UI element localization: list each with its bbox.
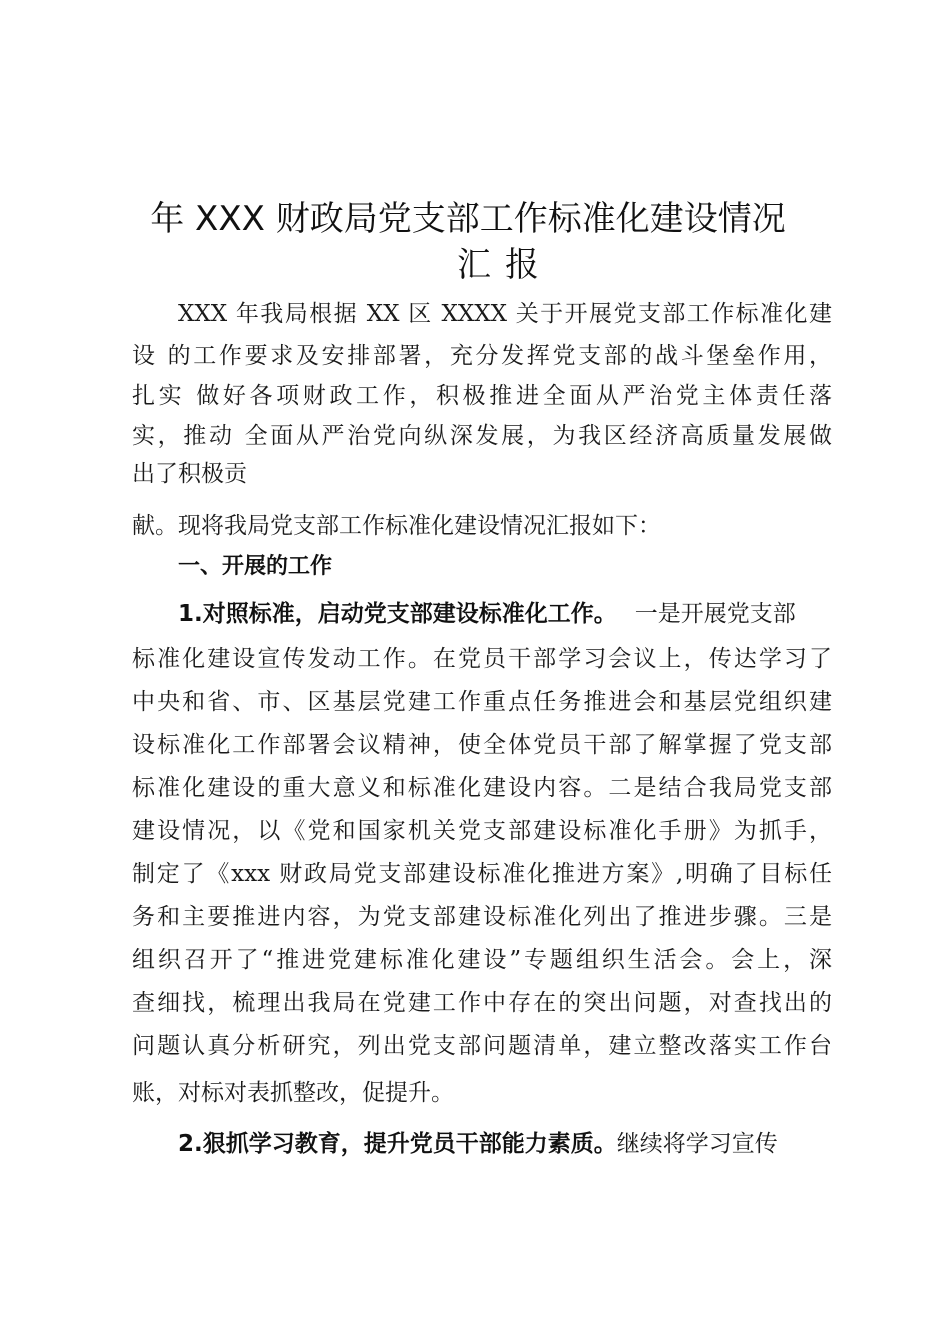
intro-line-5: 出了积极贡 — [132, 461, 247, 487]
item-2-line-1: 继续将学习宣传 — [616, 1131, 778, 1157]
item-1-title: 1.对照标准，启动党支部建设标准化工作。 — [178, 601, 617, 627]
item-1-line-9: 组织召开了“推进党建标准化建设”专题组织生活会。会上，深 — [132, 947, 832, 973]
item-1-line-2: 标准化建设宣传发动工作。在党员干部学习会议上，传达学习了 — [132, 646, 832, 672]
intro-line-1: XXX 年我局根据 XX 区 XXXX 关于开展党支部工作标准化建 — [178, 301, 832, 327]
document-title-line-1: 年 XXX 财政局党支部工作标准化建设情况 — [150, 199, 786, 239]
item-1-line-6: 建设情况，以《党和国家机关党支部建设标准化手册》为抓手， — [132, 818, 832, 844]
item-2-title: 2.狠抓学习教育，提升党员干部能力素质。 — [178, 1131, 617, 1157]
item-1-line-12: 账，对标对表抓整改，促提升。 — [132, 1080, 454, 1106]
item-1-line-3: 中央和省、市、区基层党建工作重点任务推进会和基层党组织建 — [132, 689, 832, 715]
item-1-line-1: 一是开展党支部 — [634, 601, 796, 627]
intro-line-6: 献。现将我局党支部工作标准化建设情况汇报如下： — [132, 513, 661, 539]
item-1-line-7: 制定了《xxx 财政局党支部建设标准化推进方案》,明确了目标任 — [132, 861, 832, 887]
item-2-first-line — [178, 1129, 832, 1159]
item-1-line-5: 标准化建设的重大意义和标准化建设内容。二是结合我局党支部 — [132, 775, 832, 801]
section-1-heading: 一、开展的工作 — [178, 554, 333, 579]
item-1-line-8: 务和主要推进内容，为党支部建设标准化列出了推进步骤。三是 — [132, 904, 832, 930]
intro-line-4: 实，推动 全面从严治党向纵深发展，为我区经济高质量发展做 — [132, 423, 832, 449]
item-1-line-4: 设标准化工作部署会议精神，使全体党员干部了解掌握了党支部 — [132, 732, 832, 758]
item-1-first-line — [178, 599, 832, 629]
intro-line-2: 设 的工作要求及安排部署，充分发挥党支部的战斗堡垒作用， — [132, 343, 832, 369]
item-1-line-11: 问题认真分析研究，列出党支部问题清单，建立整改落实工作台 — [132, 1033, 832, 1059]
item-1-line-10: 查细找，梳理出我局在党建工作中存在的突出问题，对查找出的 — [132, 990, 832, 1016]
document-title-line-2: 汇报 — [457, 245, 553, 285]
intro-line-3: 扎实 做好各项财政工作，积极推进全面从严治党主体责任落 — [132, 383, 832, 409]
